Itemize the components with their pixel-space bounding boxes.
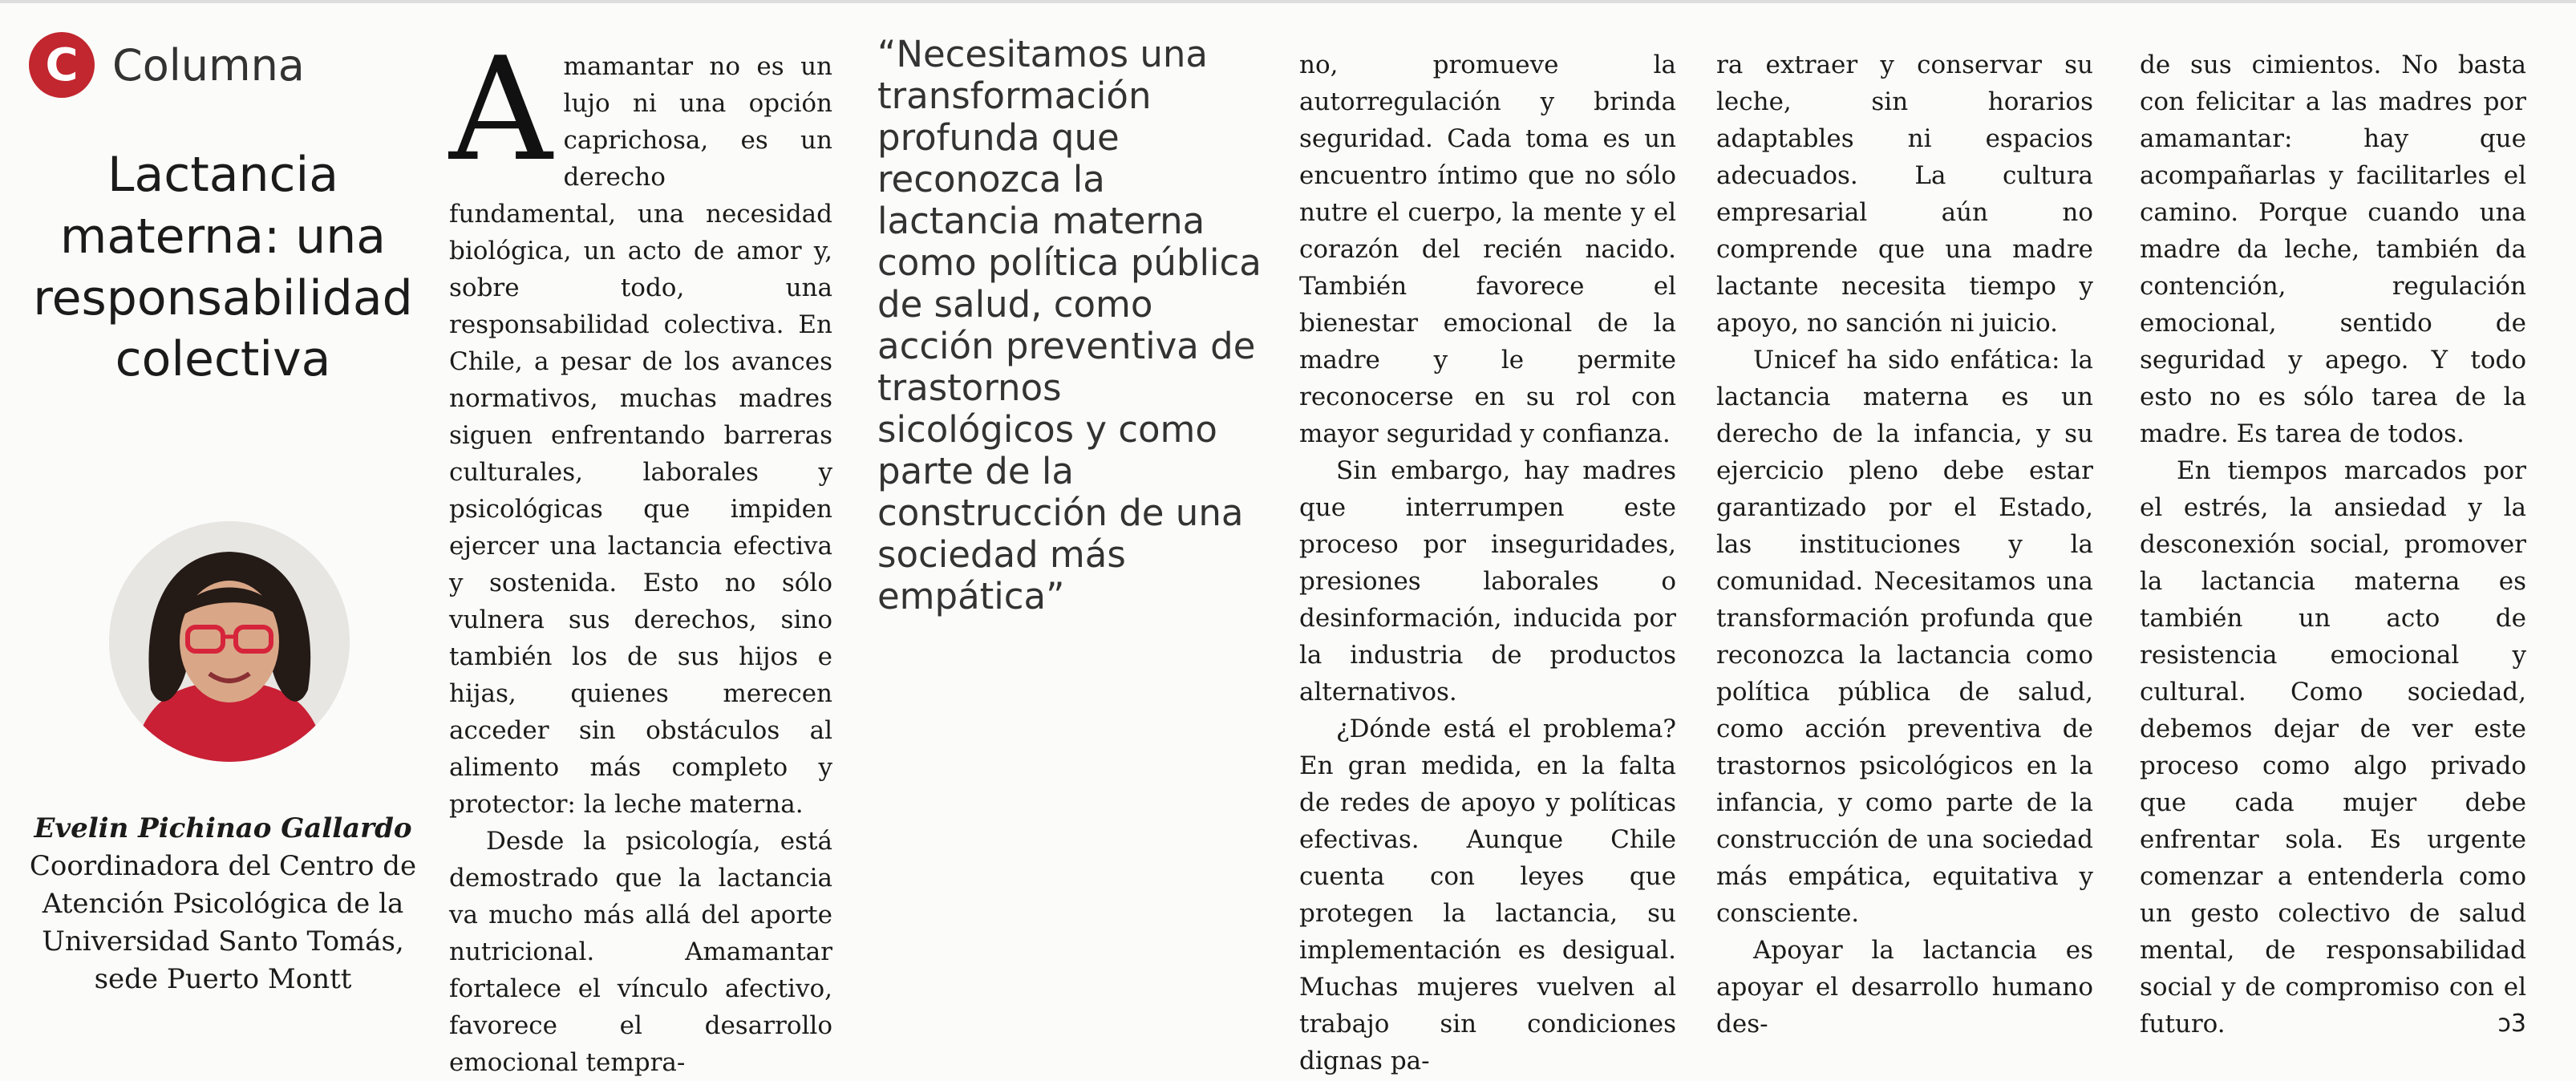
author-role-line: Coordinadora del Centro de xyxy=(29,849,417,882)
article-paragraph: Sin embargo, hay madres que interrumpen este proceso por inseguridades, presiones laborales o desinformación, inducida por la industria de productos alternativos. xyxy=(1299,456,1676,706)
section-label: Columna xyxy=(112,39,305,91)
author-role-line: sede Puerto Montt xyxy=(94,962,352,995)
article-paragraph: Apoyar la lactancia es apoyar el desarrollo humano des- xyxy=(1716,936,2093,1038)
author-role-line: Universidad Santo Tomás, xyxy=(42,925,404,958)
top-rule xyxy=(0,0,2576,3)
pull-quote: “Necesitamos una transformación profunda que reconozca la lactancia materna como política pública de salud, como acción preventiva de trastornos sicológicos y como parte de la construcción de una sociedad más empática” xyxy=(877,33,1262,617)
author-role-line: Atención Psicológica de la xyxy=(42,887,404,920)
author-photo xyxy=(109,521,350,762)
column-info xyxy=(29,32,417,995)
article-paragraph: de sus cimientos. No basta con felicitar a las madres por amamantar: hay que acompañarlas y facilitarles el camino. Porque cuando una madre da leche, también da contención, regulación emocional, sentido de seguridad y apego. Y todo esto no es sólo tarea de la madre. Es tarea de todos. xyxy=(2140,51,2526,448)
byline xyxy=(29,810,417,998)
section-header xyxy=(29,32,417,98)
article-column-4 xyxy=(2140,47,2526,1043)
article-paragraph: no, promueve la autorregulación y brinda seguridad. Cada toma es un encuentro íntimo que no sólo nutre el cuerpo, la mente y el corazón del recién nacido. También favorece el bienestar emocional de la madre y le permite reconocerse en su rol con mayor seguridad y confianza. xyxy=(1299,51,1676,448)
article-paragraph: En tiempos marcados por el estrés, la ansiedad y la desconexión social, promover la lactancia materna es también un acto de resistencia emocional y cultural. Como sociedad, debemos dejar de ver este proceso como algo privado que cada mujer debe enfrentar sola. Es urgente comenzar a entenderla como un gesto colectivo de salud mental, de responsabilidad social y de compromiso con el futuro. ↄ3 xyxy=(2140,452,2526,1043)
end-mark-icon: ↄ3 xyxy=(2497,1010,2526,1038)
article-paragraph: Unicef ha sido enfática: la lactancia materna es un derecho de la infancia, y su ejercicio pleno debe estar garantizado por el Estado, las instituciones y la comunidad. Necesitamos una transformación profunda que reconozca la lactancia como política pública de salud, como acción preventiva de trastornos psicológicos en la infancia, y como parte de la construcción de una sociedad más empática, equitativa y consciente. xyxy=(1716,346,2093,928)
article-column-2 xyxy=(1299,47,1676,1079)
section-badge-icon: C xyxy=(29,32,95,98)
article-paragraph: ¿Dónde está el problema? En gran medida, en la falta de redes de apoyo y políticas efectivas. Aunque Chile cuenta con leyes que protegen la lactancia, su implementación es desigual. Muchas mujeres vuelven al trabajo sin condiciones dignas pa- xyxy=(1299,715,1676,1075)
dropcap: A xyxy=(449,26,553,192)
article-paragraph: Amamantar no es un lujo ni una opción caprichosa, es un derecho fundamental, una necesidad biológica, un acto de amor y, sobre todo, una responsabilidad colectiva. En Chile, a pesar de los avances normativos, muchas madres siguen enfrentando barreras culturales, laborales y psicológicas que impiden ejercer una lactancia efectiva y sostenida. Esto no sólo vulnera sus derechos, sino también los de sus hijos e hijas, quienes merecen acceder sin obstáculos al alimento más completo y protector: la leche materna. xyxy=(449,26,832,819)
headline: Lactancia materna: una responsabilidad colectiva xyxy=(33,147,413,388)
article-column-1 xyxy=(449,26,832,1081)
article-paragraph: ra extraer y conservar su leche, sin horarios adaptables ni espacios adecuados. La cultura empresarial aún no comprende que una madre lactante necesita tiempo y apoyo, no sanción ni juicio. xyxy=(1716,51,2093,338)
article-paragraph: Desde la psicología, está demostrado que la lactancia va mucho más allá del aporte nutricional. Amamantar fortalece el vínculo afectivo, favorece el desarrollo emocional tempra- xyxy=(449,827,832,1077)
author-name: Evelin Pichinao Gallardo xyxy=(34,812,412,844)
article-column-3 xyxy=(1716,47,2093,1043)
